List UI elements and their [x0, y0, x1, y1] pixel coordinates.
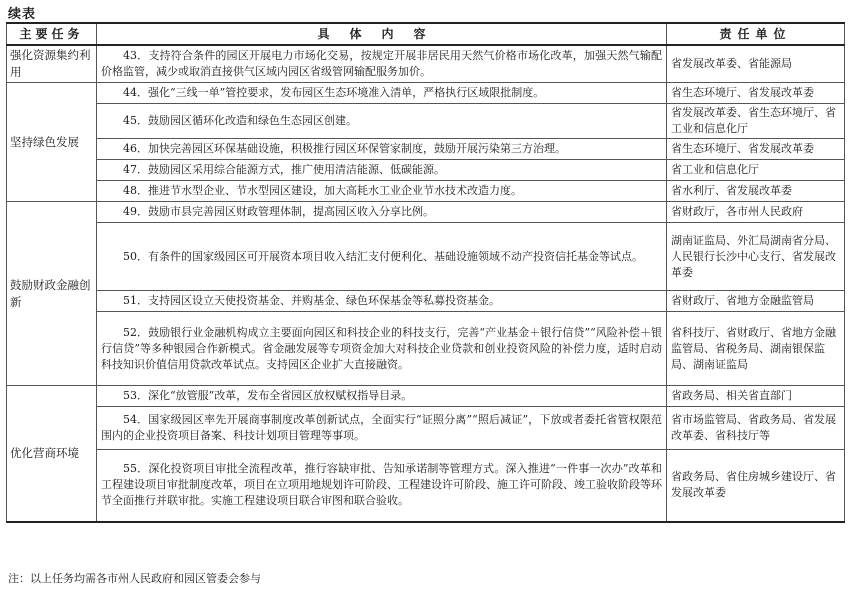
task-category: 强化资源集约利用 — [7, 45, 97, 83]
table-header — [7, 23, 845, 45]
row-content: 45．鼓励园区循环化改造和绿色生态园区创建。 — [97, 104, 667, 139]
row-content: 48．推进节水型企业、节水型园区建设，加大高耗水工业企业节水技术改造力度。 — [97, 181, 667, 202]
table-row — [7, 83, 845, 104]
table-row — [7, 104, 845, 139]
table-row — [7, 386, 845, 407]
row-content: 53．深化“放管服”改革，发布全省园区放权赋权指导目录。 — [97, 386, 667, 407]
row-content: 52．鼓励银行业金融机构成立主要面向园区和科技企业的科技支行，完善“产业基金＋银行信贷”“风险补偿＋银行信贷”等多种银园合作新模式。省金融发展等专项资金加大对科技企业贷款和创业投资风险的补偿力度，适时启动科技知识价值信用贷款改革试点。支持园区企业扩大直接融资。 — [97, 312, 667, 386]
table-caption: 续表 — [8, 7, 37, 22]
row-unit: 省生态环境厅、省发展改革委 — [667, 83, 845, 104]
row-content: 50．有条件的国家级园区可开展资本项目收入结汇支付便利化、基础设施领域不动产投资信托基金等试点。 — [97, 223, 667, 291]
row-unit: 省政务局、省住房城乡建设厅、省发展改革委 — [667, 450, 845, 522]
row-unit: 省发展改革委、省能源局 — [667, 45, 845, 83]
header-unit: 责任单位 — [667, 23, 845, 45]
header-row — [7, 23, 845, 45]
row-unit: 省生态环境厅、省发展改革委 — [667, 139, 845, 160]
row-unit: 省发展改革委、省生态环境厅、省工业和信息化厅 — [667, 104, 845, 139]
table-row — [7, 407, 845, 450]
row-content: 46．加快完善园区环保基础设施，积极推行园区环保管家制度，鼓励开展污染第三方治理。 — [97, 139, 667, 160]
row-unit: 省市场监管局、省政务局、省发展改革委、省科技厅等 — [667, 407, 845, 450]
row-unit: 省政务局、相关省直部门 — [667, 386, 845, 407]
task-category: 鼓励财政金融创新 — [7, 202, 97, 386]
table-row — [7, 450, 845, 522]
row-unit: 省财政厅、省地方金融监管局 — [667, 291, 845, 312]
table-row — [7, 312, 845, 386]
row-content: 49．鼓励市县完善园区财政管理体制，提高园区收入分享比例。 — [97, 202, 667, 223]
row-unit: 省工业和信息化厅 — [667, 160, 845, 181]
row-content: 44．强化“三线一单”管控要求，发布园区生态环境准入清单，严格执行区域限批制度。 — [97, 83, 667, 104]
row-content: 51．支持园区设立天使投资基金、并购基金、绿色环保基金等私募投资基金。 — [97, 291, 667, 312]
row-content: 55．深化投资项目审批全流程改革，推行容缺审批、告知承诺制等管理方式。深入推进“一件事一次办”改革和工程建设项目审批制度改革，项目在立项用地规划许可阶段、工程建设许可阶段、施工许可阶段、竣工验收阶段等环节全面推行并联审批。实施工程建设项目联合审图和联合验收。 — [97, 450, 667, 522]
table-row — [7, 181, 845, 202]
table-footnote: 注：以上任务均需各市州人民政府和园区管委会参与 — [8, 572, 261, 585]
table-row — [7, 202, 845, 223]
table-row — [7, 45, 845, 83]
table-row — [7, 291, 845, 312]
row-unit: 湖南证监局、外汇局湖南省分局、人民银行长沙中心支行、省发展改革委 — [667, 223, 845, 291]
header-content: 具体内容 — [97, 23, 667, 45]
header-task: 主要任务 — [7, 23, 97, 45]
row-content: 43．支持符合条件的园区开展电力市场化交易，按规定开展非居民用天然气价格市场化改革，加强天然气输配价格监管，减少或取消直接供气区域内园区省级管网输配服务加价。 — [97, 45, 667, 83]
task-category: 坚持绿色发展 — [7, 83, 97, 202]
table-row — [7, 139, 845, 160]
row-content: 47．鼓励园区采用综合能源方式，推广使用清洁能源、低碳能源。 — [97, 160, 667, 181]
row-unit: 省科技厅、省财政厅、省地方金融监管局、省税务局、湖南银保监局、湖南证监局 — [667, 312, 845, 386]
table-row — [7, 160, 845, 181]
row-unit: 省财政厅，各市州人民政府 — [667, 202, 845, 223]
table-row — [7, 223, 845, 291]
task-table — [6, 22, 845, 523]
table-body — [7, 45, 845, 522]
row-content: 54．国家级园区率先开展商事制度改革创新试点，全面实行“证照分离”“照后减证”，下放或者委托省管权限范围内的企业投资项目备案、科技计划项目管理等事项。 — [97, 407, 667, 450]
task-category: 优化营商环境 — [7, 386, 97, 522]
row-unit: 省水利厅、省发展改革委 — [667, 181, 845, 202]
